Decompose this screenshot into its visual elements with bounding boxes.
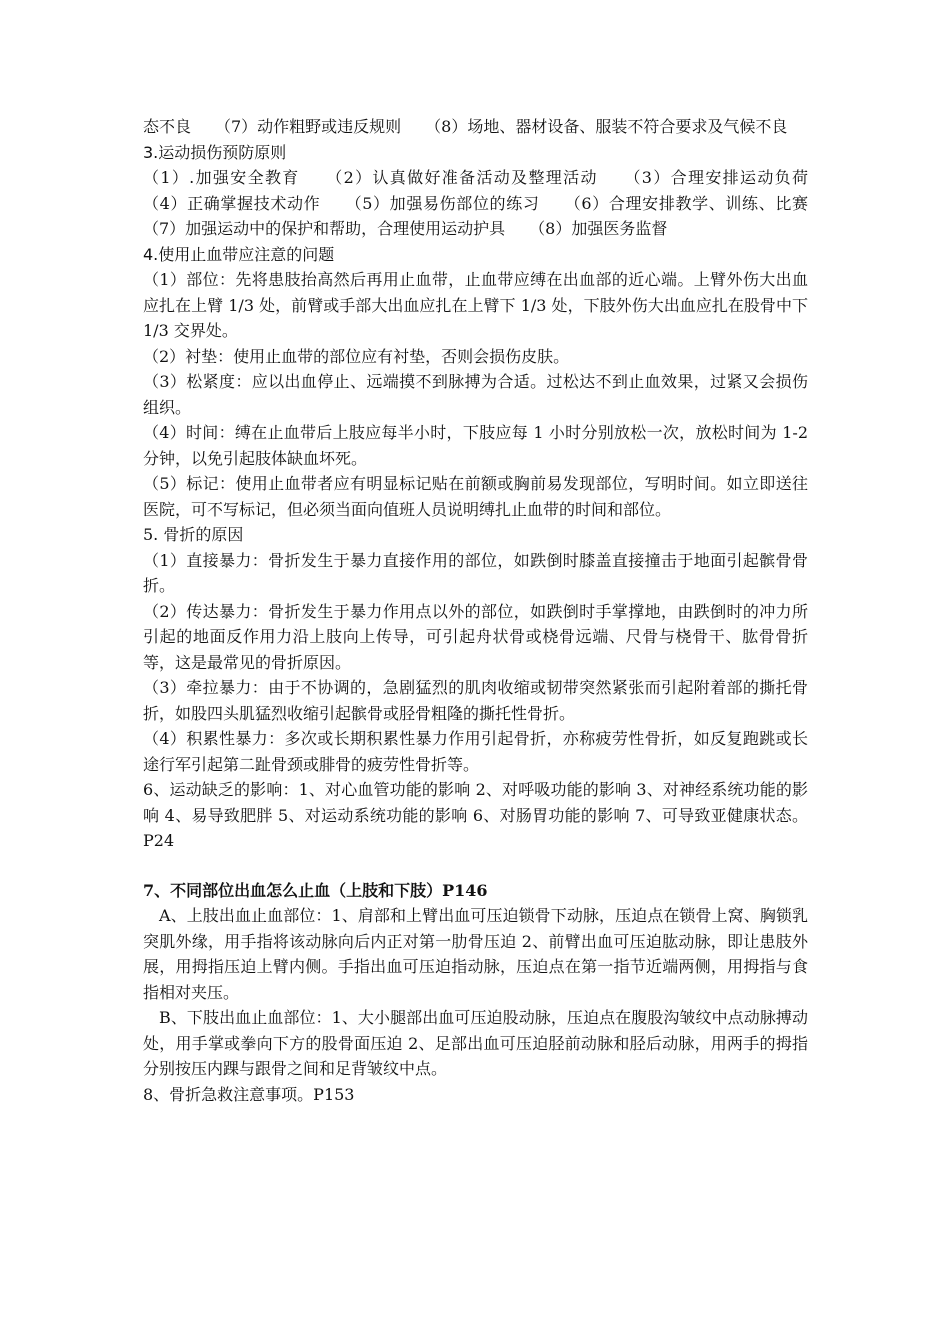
paragraph-tourniquet-time: （4）时间：缚在止血带后上肢应每半小时，下肢应每 1 小时分别放松一次，放松时间为 1-2 分钟，以免引起肢体缺血坏死。 bbox=[143, 423, 808, 468]
heading-fracture-causes: 5. 骨折的原因 bbox=[143, 525, 244, 544]
paragraph-direct-violence: （1）直接暴力：骨折发生于暴力直接作用的部位，如跌倒时膝盖直接撞击于地面引起髌骨骨折。 bbox=[143, 550, 808, 595]
paragraph-cumulative-violence: （4）积累性暴力：多次或长期积累性暴力作用引起骨折，亦称疲劳性骨折，如反复跑跳或长途行军引起第二趾骨颈或腓骨的疲劳性骨折等。 bbox=[143, 729, 808, 774]
paragraph-lower-limb-bleeding: B、下肢出血止血部位：1、大小腿部出血可压迫股动脉，压迫点在腹股沟皱纹中点动脉搏动处，用手掌或拳向下方的股骨面压迫 2、足部出血可压迫胫前动脉和胫后动脉，用两手的拇指分别按压内踝与跟骨之间和足背皱纹中点。 bbox=[143, 1008, 808, 1078]
paragraph-tourniquet-marking: （5）标记：使用止血带者应有明显标记贴在前额或胸前易发现部位，写明时间。如立即送往医院，可不写标记，但必须当面向值班人员说明缚扎止血带的时间和部位。 bbox=[143, 474, 808, 519]
paragraph-fracture-first-aid: 8、骨折急救注意事项。P153 bbox=[143, 1084, 355, 1104]
heading-injury-prevention: 3.运动损伤预防原则 bbox=[143, 142, 287, 162]
paragraph-indirect-violence: （2）传达暴力：骨折发生于暴力作用点以外的部位，如跌倒时手掌撑地，由跌倒时的冲力所引起的地面反作用力沿上肢向上传导，可引起舟状骨或桡骨远端、尺骨与桡骨干、肱骨骨折等，这是最常见的骨折原因。 bbox=[143, 601, 808, 672]
paragraph-tourniquet-padding: （2）衬垫：使用止血带的部位应有衬垫，否则会损伤皮肤。 bbox=[143, 346, 570, 366]
paragraph-lack-of-exercise: 6、运动缺乏的影响：1、对心血管功能的影响 2、对呼吸功能的影响 3、对神经系统功能的影响 4、易导致肥胖 5、对运动系统功能的影响 6、对肠胃功能的影响 7、可导致亚健康状态。P24 bbox=[143, 780, 808, 850]
paragraph-tourniquet-position: （1）部位：先将患肢抬高然后再用止血带，止血带应缚在出血部的近心端。上臂外伤大出血应扎在上臂 1/3 处，前臂或手部大出血应扎在上臂下 1/3 处，下肢外伤大出血应扎在股骨中下 1/3 交界处。 bbox=[143, 270, 808, 340]
heading-tourniquet: 4.使用止血带应注意的问题 bbox=[143, 244, 335, 264]
paragraph-injury-causes-end: 态不良 （7）动作粗野或违反规则 （8）场地、器材设备、服装不符合要求及气候不良 bbox=[143, 117, 788, 136]
paragraph-traction-violence: （3）牵拉暴力：由于不协调的，急剧猛烈的肌肉收缩或韧带突然紧张而引起附着部的撕托骨折，如股四头肌猛烈收缩引起髌骨或胫骨粗隆的撕托性骨折。 bbox=[143, 678, 808, 723]
blank-line bbox=[143, 854, 808, 878]
heading-bleeding-control: 7、不同部位出血怎么止血（上肢和下肢）P146 bbox=[143, 880, 488, 900]
paragraph-tourniquet-tightness: （3）松紧度：应以出血停止、远端摸不到脉搏为合适。过松达不到止血效果，过紧又会损伤组织。 bbox=[143, 372, 808, 417]
document-page bbox=[143, 114, 841, 1107]
paragraph-upper-limb-bleeding: A、上肢出血止血部位：1、肩部和上臂出血可压迫锁骨下动脉，压迫点在锁骨上窝、胸锁乳突肌外缘，用手指将该动脉向后内正对第一肋骨压迫 2、前臂出血可压迫肱动脉，即让患肢外展，用拇指压迫上臂内侧。手指出血可压迫指动脉，压迫点在第一指节近端两侧，用拇指与食指相对夹压。 bbox=[143, 906, 808, 1002]
paragraph-prevention-principles: （1）.加强安全教育 （2）认真做好准备活动及整理活动 （3）合理安排运动负荷 （4）正确掌握技术动作 （5）加强易伤部位的练习 （6）合理安排教学、训练、比赛 （7）加强运动中的保护和帮助，合理使用运动护具 （8）加强医务监督 bbox=[143, 168, 841, 238]
